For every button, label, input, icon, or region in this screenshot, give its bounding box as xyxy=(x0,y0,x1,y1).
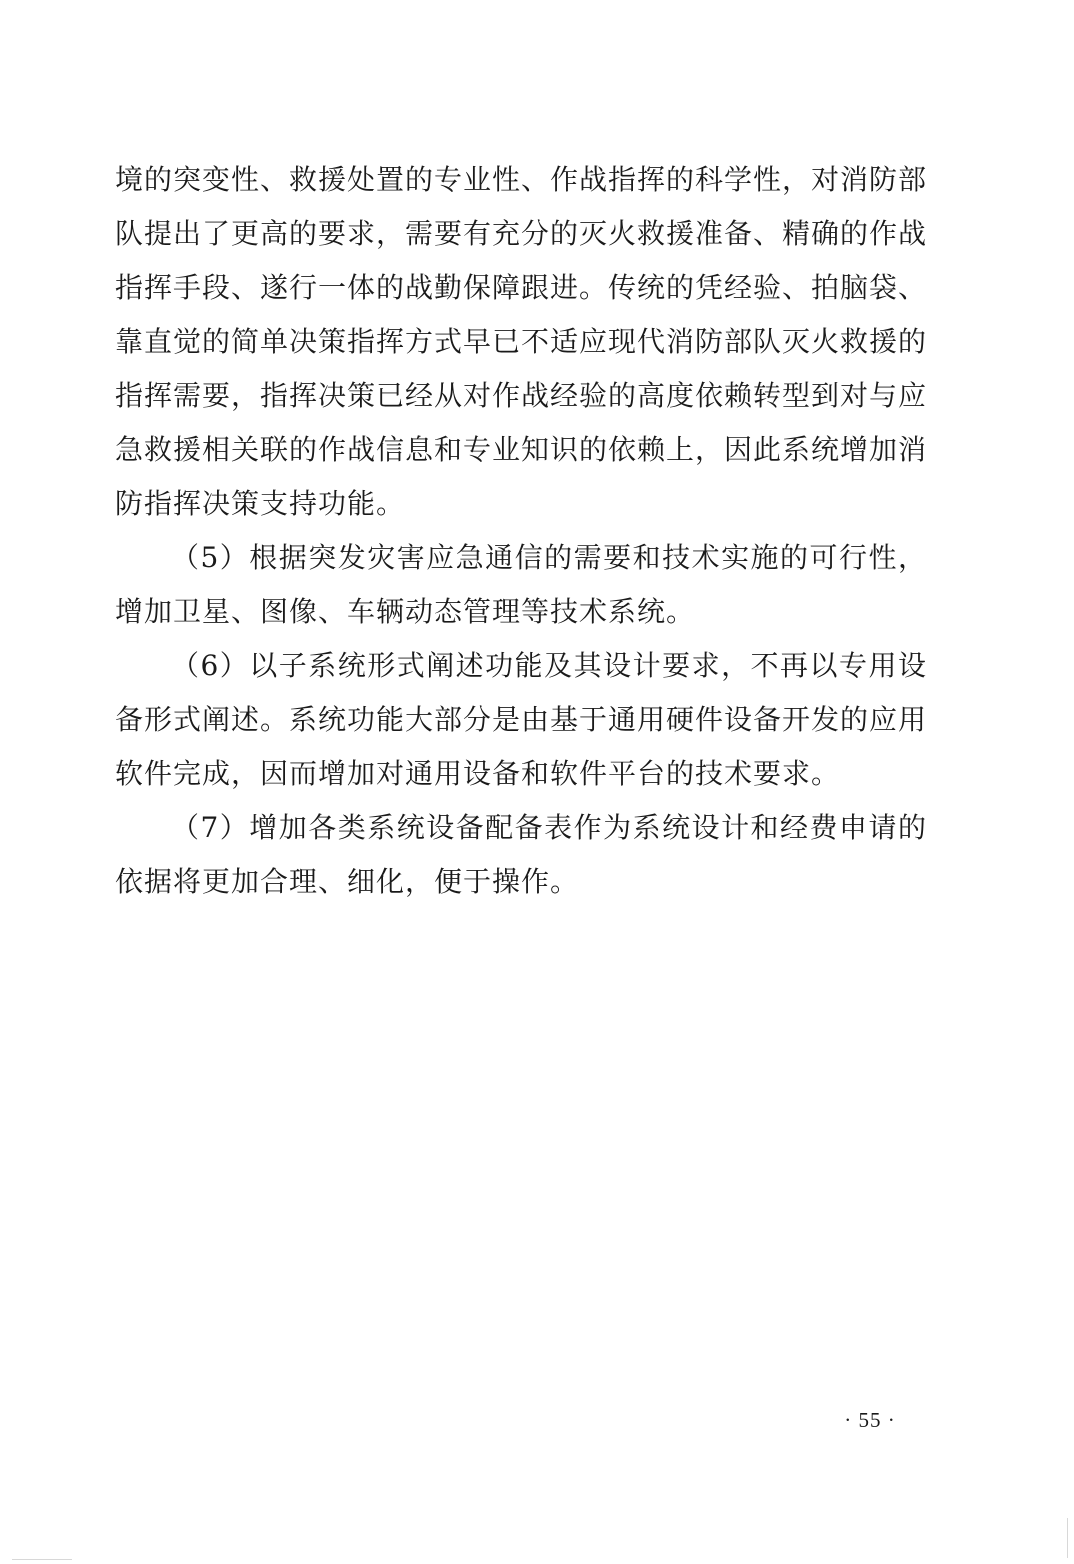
paragraph-item-7: （7）增加各类系统设备配备表作为系统设计和经费申请的依据将更加合理、细化，便于操作。 xyxy=(115,811,927,898)
scan-edge-mark xyxy=(12,1559,72,1560)
paragraph-item-6: （6）以子系统形式阐述功能及其设计要求，不再以专用设备形式阐述。系统功能大部分是由基于通用硬件设备开发的应用软件完成，因而增加对通用设备和软件平台的技术要求。 xyxy=(115,649,928,790)
page-number: · 55 · xyxy=(844,1408,896,1432)
scan-edge-mark xyxy=(1067,1518,1068,1558)
body-text xyxy=(115,153,927,909)
paragraph-continuation: 境的突变性、救援处置的专业性、作战指挥的科学性，对消防部队提出了更高的要求，需要有充分的灭火救援准备、精确的作战指挥手段、遂行一体的战勤保障跟进。传统的凭经验、拍脑袋、靠直觉的简单决策指挥方式早已不适应现代消防部队灭火救援的指挥需要，指挥决策已经从对作战经验的高度依赖转型到对与应急救援相关联的作战信息和专业知识的依赖上，因此系统增加消防指挥决策支持功能。 xyxy=(115,163,928,520)
paragraph-item-5: （5）根据突发灾害应急通信的需要和技术实施的可行性，增加卫星、图像、车辆动态管理等技术系统。 xyxy=(115,541,927,628)
